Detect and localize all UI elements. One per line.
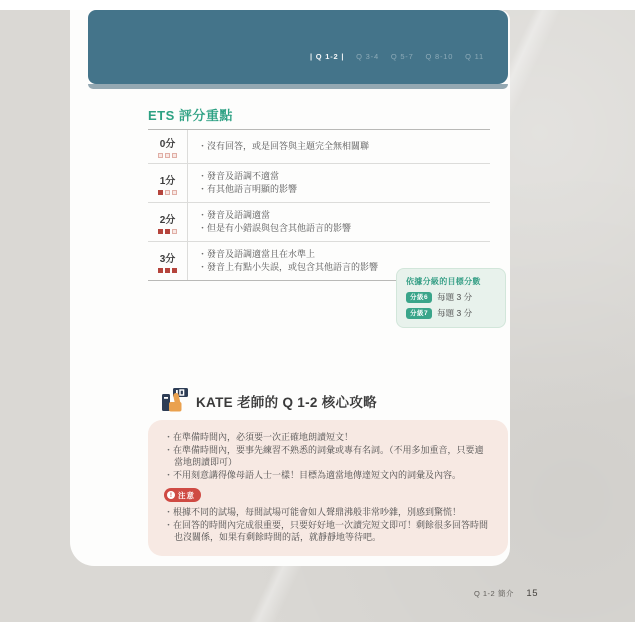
rubric-point: ・ 發音及語調適當且在水準上: [198, 248, 486, 261]
tab-q3-4: Q 3-4: [356, 52, 379, 61]
tip-item: ・ 在準備時間內，要事先練習不熟悉的詞彙或專有名詞。（不用多加重音，只要適當地朗讀即可）: [164, 444, 492, 469]
table-row: [148, 130, 490, 164]
tip-item: ・ 不用刻意講得像母語人士一樣！目標為適當地傳達短文內的詞彙及內容。: [164, 469, 492, 482]
square-icon: [172, 229, 177, 234]
square-icon: [165, 153, 170, 158]
score-squares: [158, 190, 177, 195]
question-group-tabs: [88, 52, 484, 61]
score-label: 1分: [159, 175, 176, 187]
rubric-point: ・ 有其他語言明顯的影響: [198, 183, 486, 196]
notice-item: ・ 在回答的時間內完成很重要，只要好好地一次讀完短文即可！剩餘很多回答時間也沒關係，如果有剩餘時間的話，就靜靜地等待吧。: [164, 519, 492, 544]
exclamation-icon: [167, 491, 175, 499]
scoring-rubric-table: [148, 129, 490, 281]
score-label: 3分: [159, 253, 176, 265]
square-icon: [158, 190, 163, 195]
rubric-point: ・ 發音及語調不適當: [198, 170, 486, 183]
target-row: [406, 291, 496, 303]
level-badge: 分級6: [406, 292, 432, 303]
square-icon: [158, 229, 163, 234]
score-cell: [148, 164, 188, 202]
score-description: [188, 203, 490, 241]
square-icon: [172, 268, 177, 273]
footer-chapter: Q 1-2: [473, 589, 496, 598]
square-icon: [172, 153, 177, 158]
score-squares: [158, 268, 177, 273]
square-icon: [165, 229, 170, 234]
footer-section: 簡介: [497, 589, 514, 598]
section-title: ETS 評分重點: [148, 108, 233, 123]
level-badge: 分級7: [406, 308, 432, 319]
tab-q5-7: Q 5-7: [390, 52, 414, 61]
target-score-text: 每題 3 分: [437, 292, 473, 302]
tip-item: ・ 在準備時間內，必須要一次正確地朗讀短文！: [164, 431, 492, 444]
chapter-header-shadow: [88, 84, 508, 89]
chapter-header-bar: [88, 10, 508, 84]
score-cell: [148, 203, 188, 241]
score-label: 0分: [159, 139, 176, 150]
page-footer: [408, 588, 538, 599]
score-label: 2分: [159, 214, 176, 226]
table-row: [148, 203, 490, 242]
square-icon: [158, 153, 163, 158]
score-description: [188, 130, 490, 163]
target-box-title: 依據分級的目標分數: [406, 277, 481, 286]
strategy-tips-box: [148, 420, 508, 556]
notice-badge: [164, 488, 201, 502]
notice-badge-label: 注意: [178, 490, 195, 500]
score-description: [188, 164, 490, 202]
strategy-title: KATE 老師的 Q 1-2 核心攻略: [196, 395, 377, 410]
square-icon: [158, 268, 163, 273]
square-icon: [172, 190, 177, 195]
thumbs-up-logo-icon: [160, 386, 190, 416]
strategy-heading: [160, 386, 377, 416]
square-icon: [165, 190, 170, 195]
target-row: [406, 307, 496, 319]
target-score-box: [396, 268, 506, 328]
rubric-point: ・ 沒有回答，或是回答與主題完全無相關聯: [198, 140, 486, 153]
score-squares: [158, 229, 177, 234]
rubric-point: ・ 發音及語調適當: [198, 209, 486, 222]
page-number: 15: [526, 588, 538, 599]
target-score-text: 每題 3 分: [437, 308, 473, 318]
score-cell: [148, 130, 188, 163]
tab-q8-10: Q 8-10: [425, 52, 454, 61]
notice-item: ・ 根據不同的試場，每間試場可能會如人聲鼎沸般非常吵雜，別感到驚慌！: [164, 506, 492, 519]
score-cell: [148, 242, 188, 280]
tab-q11: Q 11: [465, 52, 484, 61]
tab-q1-2: | Q 1-2 |: [309, 52, 345, 61]
score-squares: [158, 153, 177, 158]
rubric-point: ・ 但是有小錯誤與包含其他語言的影響: [198, 222, 486, 235]
square-icon: [165, 268, 170, 273]
table-row: [148, 164, 490, 203]
rubric-point: ・ 發音上有點小失誤，或包含其他語言的影響: [198, 261, 486, 274]
